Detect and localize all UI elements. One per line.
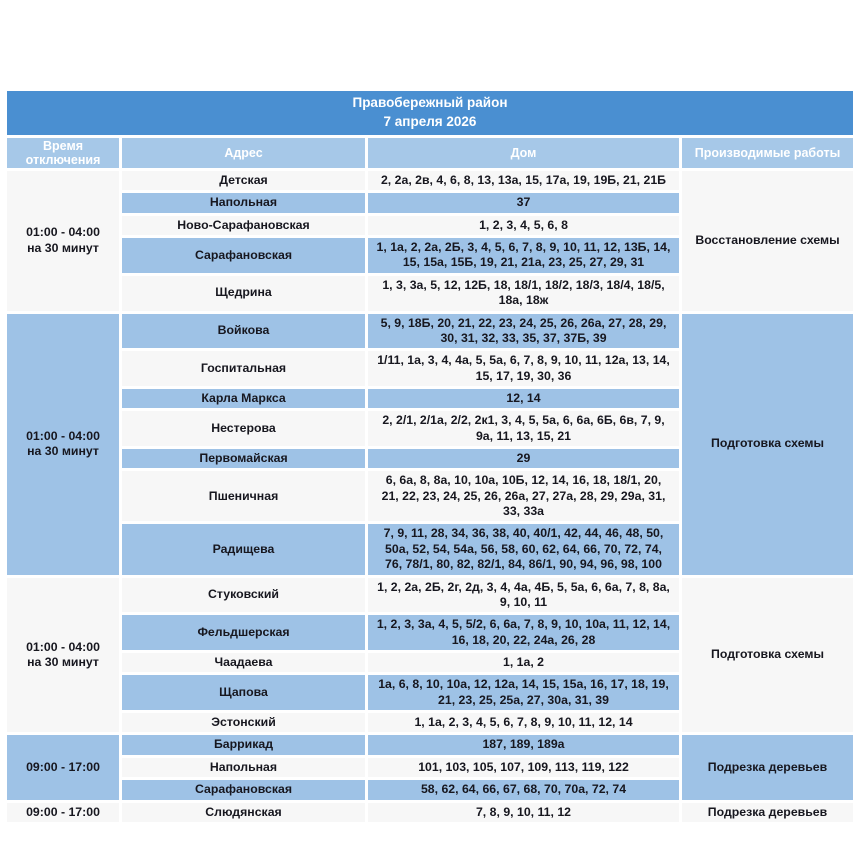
time-cell bbox=[7, 578, 119, 733]
street-cell: Ново-Сарафановская bbox=[122, 216, 365, 235]
houses-cell: 7, 8, 9, 10, 11, 12 bbox=[368, 803, 679, 822]
time-cell bbox=[7, 171, 119, 311]
houses-cell: 1/11, 1а, 3, 4, 4а, 5, 5а, 6, 7, 8, 9, 10, 11, 12а, 13, 14, 15, 17, 19, 30, 36 bbox=[368, 351, 679, 386]
title-row bbox=[7, 91, 853, 135]
table-title bbox=[7, 91, 853, 135]
houses-cell: 6, 6а, 8, 8а, 10, 10а, 10Б, 12, 14, 16, 18, 18/1, 20, 21, 22, 23, 24, 25, 26, 26а, 27, 27а, 28, 29, 29а, 31, 33, 33а bbox=[368, 471, 679, 521]
houses-cell: 58, 62, 64, 66, 67, 68, 70, 70а, 72, 74 bbox=[368, 780, 679, 799]
work-cell: Подрезка деревьев bbox=[682, 803, 853, 822]
street-cell: Пшеничная bbox=[122, 471, 365, 521]
houses-cell: 101, 103, 105, 107, 109, 113, 119, 122 bbox=[368, 758, 679, 777]
street-cell: Первомайская bbox=[122, 449, 365, 468]
street-cell: Щапова bbox=[122, 675, 365, 710]
table-row bbox=[7, 803, 853, 822]
houses-cell: 187, 189, 189а bbox=[368, 735, 679, 754]
work-cell: Подготовка схемы bbox=[682, 578, 853, 733]
street-cell: Нестерова bbox=[122, 411, 365, 446]
table-row bbox=[7, 735, 853, 754]
col-header-time: Время отключения bbox=[7, 138, 119, 168]
col-header-house: Дом bbox=[368, 138, 679, 168]
time-note: на 30 минут bbox=[27, 444, 99, 459]
street-cell: Напольная bbox=[122, 758, 365, 777]
street-cell: Детская bbox=[122, 171, 365, 190]
houses-cell: 2, 2а, 2в, 4, 6, 8, 13, 13а, 15, 17а, 19, 19Б, 21, 21Б bbox=[368, 171, 679, 190]
street-cell: Радищева bbox=[122, 524, 365, 574]
time-cell bbox=[7, 803, 119, 822]
houses-cell: 2, 2/1, 2/1а, 2/2, 2к1, 3, 4, 5, 5а, 6, 6а, 6Б, 6в, 7, 9, 9а, 11, 13, 15, 21 bbox=[368, 411, 679, 446]
street-cell: Госпитальная bbox=[122, 351, 365, 386]
street-cell: Сарафановская bbox=[122, 238, 365, 273]
houses-cell: 5, 9, 18Б, 20, 21, 22, 23, 24, 25, 26, 26а, 27, 28, 29, 30, 31, 32, 33, 35, 37, 37Б, 39 bbox=[368, 314, 679, 349]
outage-schedule-sheet bbox=[4, 88, 856, 825]
street-cell: Слюдянская bbox=[122, 803, 365, 822]
time-note: на 30 минут bbox=[27, 240, 99, 255]
houses-cell: 1, 1а, 2, 3, 4, 5, 6, 7, 8, 9, 10, 11, 12, 14 bbox=[368, 713, 679, 732]
street-cell: Сарафановская bbox=[122, 780, 365, 799]
work-cell: Подготовка схемы bbox=[682, 314, 853, 575]
houses-cell: 1, 2, 2а, 2Б, 2г, 2д, 3, 4, 4а, 4Б, 5, 5а, 6, 6а, 7, 8, 8а, 9, 10, 11 bbox=[368, 578, 679, 613]
street-cell: Чаадаева bbox=[122, 653, 365, 672]
time-note: на 30 минут bbox=[27, 654, 99, 669]
date-subtitle: 7 апреля 2026 bbox=[383, 114, 477, 129]
street-cell: Фельдшерская bbox=[122, 615, 365, 650]
time-range: 01:00 - 04:00 bbox=[26, 639, 100, 654]
houses-cell: 1, 3, 3а, 5, 12, 12Б, 18, 18/1, 18/2, 18/3, 18/4, 18/5, 18а, 18ж bbox=[368, 276, 679, 311]
street-cell: Баррикад bbox=[122, 735, 365, 754]
work-cell: Подрезка деревьев bbox=[682, 735, 853, 799]
houses-cell: 29 bbox=[368, 449, 679, 468]
col-header-works: Производимые работы bbox=[682, 138, 853, 168]
time-range: 09:00 - 17:00 bbox=[26, 804, 100, 819]
street-cell: Стуковский bbox=[122, 578, 365, 613]
time-range: 09:00 - 17:00 bbox=[26, 759, 100, 774]
houses-cell: 1, 2, 3, 4, 5, 6, 8 bbox=[368, 216, 679, 235]
table-row bbox=[7, 314, 853, 349]
houses-cell: 1, 1а, 2 bbox=[368, 653, 679, 672]
street-cell: Карла Маркса bbox=[122, 389, 365, 408]
time-cell bbox=[7, 735, 119, 799]
houses-cell: 12, 14 bbox=[368, 389, 679, 408]
street-cell: Щедрина bbox=[122, 276, 365, 311]
street-cell: Эстонский bbox=[122, 713, 365, 732]
column-header-row bbox=[7, 138, 853, 168]
houses-cell: 37 bbox=[368, 193, 679, 212]
street-cell: Войкова bbox=[122, 314, 365, 349]
houses-cell: 1а, 6, 8, 10, 10а, 12, 12а, 14, 15, 15а, 16, 17, 18, 19, 21, 23, 25, 25а, 27, 30а, 31, 39 bbox=[368, 675, 679, 710]
time-range: 01:00 - 04:00 bbox=[26, 428, 100, 443]
table-row bbox=[7, 171, 853, 190]
houses-cell: 1, 2, 3, 3а, 4, 5, 5/2, 6, 6а, 7, 8, 9, 10, 10а, 11, 12, 14, 16, 18, 20, 22, 24а, 26, 28 bbox=[368, 615, 679, 650]
time-range: 01:00 - 04:00 bbox=[26, 225, 100, 240]
time-cell bbox=[7, 314, 119, 575]
district-title: Правобережный район bbox=[352, 95, 508, 111]
street-cell: Напольная bbox=[122, 193, 365, 212]
outage-schedule-table bbox=[4, 88, 856, 825]
houses-cell: 7, 9, 11, 28, 34, 36, 38, 40, 40/1, 42, 44, 46, 48, 50, 50а, 52, 54, 54а, 56, 58, 60, 62, 64, 66, 70, 72, 74, 76, 78/1, 80, 82, 82/1, 84, 86/1, 90, 94, 96, 98, 100 bbox=[368, 524, 679, 574]
col-header-address: Адрес bbox=[122, 138, 365, 168]
work-cell: Восстановление схемы bbox=[682, 171, 853, 311]
houses-cell: 1, 1а, 2, 2а, 2Б, 3, 4, 5, 6, 7, 8, 9, 10, 11, 12, 13Б, 14, 15, 15а, 15Б, 19, 21, 21а, 23, 25, 27, 29, 31 bbox=[368, 238, 679, 273]
table-row bbox=[7, 578, 853, 613]
